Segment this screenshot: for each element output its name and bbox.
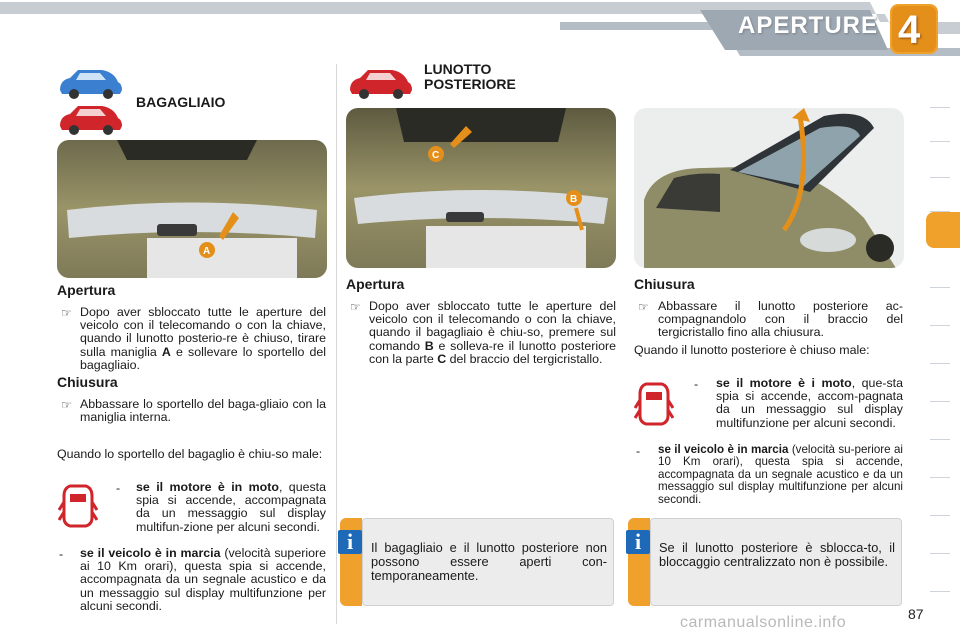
side-tab-1[interactable]: [930, 70, 950, 108]
info-text-right: Se il lunotto posteriore è sblocca-to, il bloccaggio centralizzato non è possibile.: [659, 540, 895, 569]
vehicle-moving-rest-left: (velocità superiore ai 10 Km orari), questa spia si accende, accompagnata da un segnale acustico e da un messaggio sul display multifunzione per alcuni secondi.: [80, 546, 327, 613]
apertura-text-middle: [369, 300, 616, 366]
dash-marker: -: [116, 481, 121, 495]
apertura-text-middle-bold-b: B: [424, 338, 434, 353]
watermark: carmanualsonline.info: [680, 614, 847, 631]
apertura-text-middle-end: del braccio del tergicristallo.: [449, 351, 603, 366]
side-tab-active[interactable]: [926, 212, 960, 248]
bullet-icon: ☞: [61, 306, 72, 320]
chapter-number: 4: [898, 8, 921, 52]
dash-marker: -: [59, 547, 64, 561]
door-open-warning-icon: [58, 482, 98, 530]
side-tab-13[interactable]: [930, 516, 950, 554]
apertura-text-left-bold: A: [161, 344, 171, 359]
car-red-icon: [344, 66, 416, 100]
apertura-text-left-main: Dopo aver sbloccato tutte le aperture del veicolo con il telecomando o con la chiave, quando il lunotto posterio-re è chiuso, tirare sulla maniglia: [80, 305, 326, 359]
apertura-text-middle-mid: e solleva-re il lunotto posteriore con la parte: [369, 338, 616, 366]
photo-label-c: C: [432, 150, 440, 161]
closed-intro-left: Quando lo sportello del bagaglio è chiu-so male:: [57, 447, 323, 461]
engine-running-bold-left: se il motore è in moto: [136, 480, 279, 494]
side-tab-10[interactable]: [930, 402, 950, 440]
section-heading-lunotto: [424, 62, 516, 92]
photo-label-b: B: [570, 194, 578, 205]
side-tab-4[interactable]: [930, 174, 950, 212]
side-tab-12[interactable]: [930, 478, 950, 516]
dash-marker: -: [636, 444, 641, 458]
bullet-icon: ☞: [61, 398, 72, 412]
apertura-text-middle-main: Dopo aver sbloccato tutte le aperture del veicolo con il telecomando o con la chiave, quando il bagagliaio è chiu-so, premere sul comando: [369, 299, 616, 353]
vehicle-moving-rest-right: (velocità su-periore ai 10 Km orari), questa spia si accende, accompagnata da un segnale acustico e da un messaggio sul display multifunzione per alcuni secondi.: [658, 443, 904, 506]
side-tab-6[interactable]: [930, 250, 950, 288]
vehicle-moving-bold-right: se il veicolo è in marcia: [658, 443, 789, 456]
door-open-warning-icon: [634, 380, 674, 428]
bullet-icon: ☞: [350, 300, 361, 314]
side-tab-9[interactable]: [930, 364, 950, 402]
page-number: 87: [908, 606, 924, 622]
dash-marker: -: [694, 377, 699, 391]
apertura-heading-left: Apertura: [57, 282, 116, 298]
car-red-icon: [56, 102, 124, 136]
side-tab-7[interactable]: [930, 288, 950, 326]
info-icon: i: [626, 530, 650, 554]
vehicle-moving-bold-left: se il veicolo è in marcia: [80, 546, 221, 560]
engine-running-rest-left: , questa spia si accende, accompagnata da un messaggio sul display multifun-zione per alcuni secondi.: [136, 480, 326, 534]
vehicle-moving-text-right: [658, 444, 903, 506]
apertura-text-left: [80, 306, 326, 372]
apertura-heading-middle: Apertura: [346, 276, 405, 292]
closed-intro-right: Quando il lunotto posteriore è chiuso male:: [634, 343, 870, 357]
photo-label-a: A: [203, 246, 211, 257]
side-tab-3[interactable]: [930, 140, 950, 178]
info-text-middle: Il bagagliaio e il lunotto posteriore non possono essere aperti con-temporaneamente.: [371, 540, 607, 583]
apertura-text-middle-bold-c: C: [437, 351, 447, 366]
engine-running-text-left: [136, 481, 326, 534]
photo-rear-window-button: [346, 108, 616, 268]
vehicle-moving-text-left: [80, 547, 326, 613]
car-blue-icon: [56, 66, 124, 100]
info-icon: i: [338, 530, 362, 554]
page-title: APERTURE: [738, 12, 879, 39]
info-box-middle: [362, 518, 614, 606]
heading-lunotto-line1: LUNOTTO: [424, 61, 492, 77]
engine-running-bold-right: se il motore è i moto: [716, 376, 852, 390]
side-tab-8[interactable]: [930, 326, 950, 364]
heading-lunotto-line2: POSTERIORE: [424, 76, 516, 92]
photo-rear-window-closing: [634, 108, 904, 268]
info-box-right: [650, 518, 902, 606]
side-tab-11[interactable]: [930, 440, 950, 478]
side-tab-2[interactable]: [930, 104, 950, 142]
engine-running-text-right: [716, 377, 903, 430]
chiusura-text-left: Abbassare lo sportello del baga-gliaio con la maniglia interna.: [80, 397, 326, 425]
photo-tailgate-handle: [57, 140, 327, 278]
chiusura-heading-right: Chiusura: [634, 276, 695, 292]
bullet-icon: ☞: [638, 300, 649, 314]
side-tab-14[interactable]: [930, 554, 950, 592]
column-divider: [336, 64, 337, 624]
apertura-text-left-end: e sollevare lo sportello del bagagliaio.: [80, 344, 327, 372]
chiusura-text-right: Abbassare il lunotto posteriore ac-compagnandolo con il braccio del tergicristallo fino alla chiusura.: [658, 299, 903, 340]
section-heading-bagagliaio: BAGAGLIAIO: [136, 94, 226, 110]
engine-running-rest-right: , que-sta spia si accende, accom-pagnata da un messaggio sul display multifunzione per alcuni secondi.: [716, 376, 903, 430]
chiusura-heading-left: Chiusura: [57, 374, 118, 390]
